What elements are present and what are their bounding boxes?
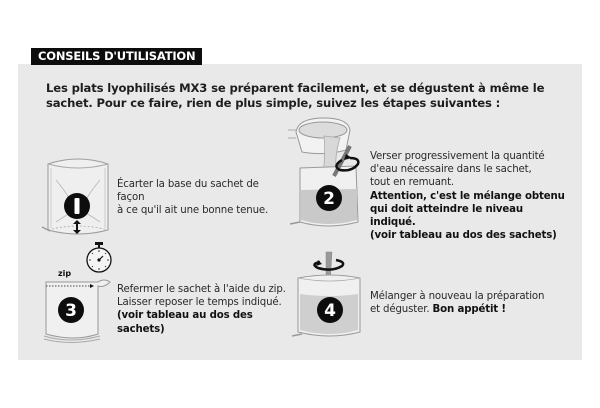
step-4-line: [370, 303, 570, 316]
section-title-tag: CONSEILS D'UTILISATION: [31, 48, 202, 65]
step-1-text: [117, 178, 277, 218]
step-1-line: Écarter la base du sachet de façon: [117, 179, 259, 204]
pouch-zip-timer-icon: [40, 240, 120, 344]
step-2-warning-line: Attention, c'est le mélange obtenu: [370, 190, 565, 202]
step-2-line: d'eau nécessaire dans le sachet,: [370, 164, 532, 176]
step-3-text: [117, 283, 292, 336]
svg-text:3: 3: [65, 301, 77, 321]
step-2-warning-line: qui doit atteindre le niveau indiqué.: [370, 203, 523, 229]
svg-text:4: 4: [324, 301, 336, 321]
step-3-line: Refermer le sachet à l'aide du zip.: [117, 284, 286, 295]
intro-line-2: sachet. Pour ce faire, rien de plus simple, suivez les étapes suivantes :: [46, 96, 501, 110]
step-2-line: tout en remuant.: [370, 177, 455, 189]
pouch-stir-icon: [290, 250, 370, 342]
step-1-line: à ce qu'il ait une bonne tenue.: [117, 205, 269, 217]
pour-water-stir-icon: [286, 116, 372, 232]
step-3-line: Laisser reposer le temps indiqué.: [117, 297, 282, 309]
step-4-line: Mélanger à nouveau la préparation: [370, 291, 545, 302]
step-4-text: [370, 290, 570, 316]
intro-line-1: Les plats lyophilisés MX3 se préparent facilement, et se dégustent à même le: [46, 81, 545, 95]
step-4-text-normal: et déguster.: [370, 304, 433, 316]
step-2-warning-line: (voir tableau au dos des sachets): [370, 230, 557, 242]
pouch-spread-base-icon: [40, 156, 116, 240]
step-2-line: Verser progressivement la quantité: [370, 151, 545, 162]
zip-label: zip: [58, 269, 72, 278]
usage-instructions-panel: [18, 64, 582, 360]
step-2-text: [370, 150, 570, 242]
intro-text: [46, 81, 566, 111]
svg-text:2: 2: [323, 189, 335, 209]
stopwatch-icon: [87, 242, 111, 272]
bon-appetit-text: Bon appétit !: [432, 304, 506, 316]
step-3-note: (voir tableau au dos des sachets): [117, 310, 253, 335]
